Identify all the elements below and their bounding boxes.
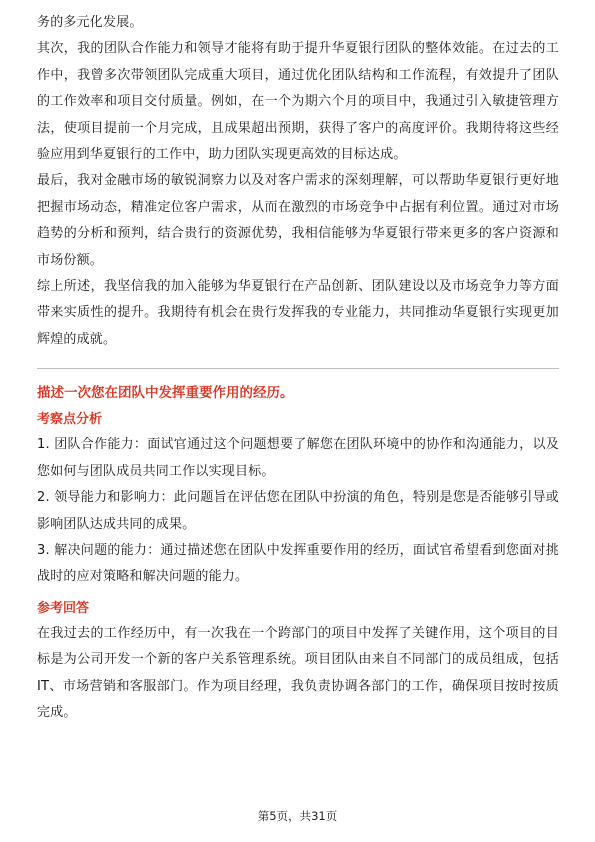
interview-question: 描述一次您在团队中发挥重要作用的经历。 <box>37 385 294 402</box>
analysis-heading: 考察点分析 <box>37 412 103 428</box>
paragraph-conclusion: 综上所述，我坚信我的加入能够为华夏银行在产品创新、团队建设以及市场竞争力等方面带来实质性的提升。我期待有机会在贵行发挥我的专业能力，共同推动华夏银行实现更加辉煌的成就。 <box>37 279 559 347</box>
analysis-item: 1. 团队合作能力：面试官通过这个问题想要了解您在团队环境中的协作和沟通能力，以及您如何与团队成员共同工作以实现目标。 <box>37 437 559 479</box>
paragraph-continuation: 务的多元化发展。 <box>37 15 143 30</box>
paragraph-teamwork: 其次，我的团队合作能力和领导才能将有助于提升华夏银行团队的整体效能。在过去的工作中，我曾多次带领团队完成重大项目，通过优化团队结构和工作流程，有效提升了团队的工作效率和项目交付质量。例如，在一个为期六个月的项目中，我通过引入敏捷管理方法，使项目提前一个月完成，且成果超出预期，获得了客户的高度评价。我期待将这些经验应用到华夏银行的工作中，助力团队实现更高效的目标达成。 <box>37 41 559 163</box>
paragraph-market-insight: 最后，我对金融市场的敏锐洞察力以及对客户需求的深刻理解，可以帮助华夏银行更好地把握市场动态，精准定位客户需求，从而在激烈的市场竞争中占据有利位置。通过对市场趋势的分析和预判，结合贵行的资源优势，我相信能够为华夏银行带来更多的客户资源和市场份额。 <box>37 173 559 268</box>
page-content <box>37 10 559 726</box>
answer-text: 在我过去的工作经历中，有一次我在一个跨部门的项目中发挥了关键作用，这个项目的目标是为公司开发一个新的客户关系管理系统。项目团队由来自不同部门的成员组成，包括IT、市场营销和客服部门。作为项目经理，我负责协调各部门的工作，确保项目按时按质完成。 <box>37 625 559 720</box>
answer-heading: 参考回答 <box>37 600 90 616</box>
page-number-footer: 第5页，共31页 <box>257 809 338 823</box>
analysis-item: 3. 解决问题的能力：通过描述您在团队中发挥重要作用的经历，面试官希望看到您面对挑战时的应对策略和解决问题的能力。 <box>37 542 559 585</box>
analysis-item: 2. 领导能力和影响力：此问题旨在评估您在团队中扮演的角色，特别是您是否能够引导或影响团队达成共同的成果。 <box>37 490 559 532</box>
section-divider <box>37 368 559 369</box>
